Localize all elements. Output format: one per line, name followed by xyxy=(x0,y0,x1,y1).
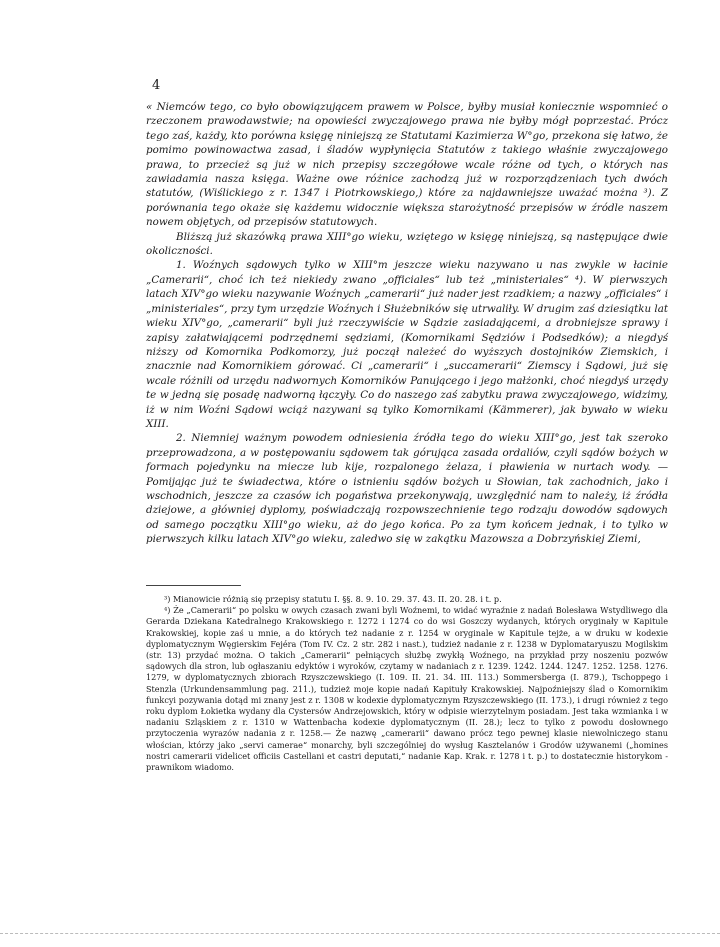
footnote-4: ⁴) Że „Camerarii“ po polsku w owych czasach zwani byli Woźnemi, to widać wyraźnie z nadań Bolesława Wstydliwego dla Gerarda Dziekana Katedralnego Krakowskiego r. 1272 i 1274 co do wsi Goszczy wydanych, których oryginały w Kapitule Krakowskiej, kopie zaś u mnie, a do których też nadanie z r. 1254 w oryginale w Kapitule tejże, a w druku w kodexie dyplomatycznym Węgierskim Fejéra (Tom IV. Cz. 2 str. 282 i nast.), tudzież nadanie z r. 1238 w Dyplomataryuszu Mogilskim (str. 13) przydać można. O takich „Camerarii“ pełniących służbę zwykłą Woźnego, na przykład przy noszeniu pozwów sądowych dla stron, lub ogłaszaniu edyktów i wyroków, czytamy w nadaniach z r. 1239. 1242. 1244. 1247. 1252. 1258. 1276. 1279, w dyplomatycznych zbiorach Rzyszczewskiego (I. 109. II. 21. 34. III. 113.) Sommersberga (I. 879.), Tschoppego i Stenzla (Urkundensammlung pag. 211.), tudzież moje kopie nadań Kapituły Krakowskiej. Najpoźniejszy ślad o Komornikim funkcyi pozywania dotąd mi znany jest z r. 1308 w kodexie dyplomatycznym Rzyszczewskiego (II. 173.), i drugi również z tego roku dyplom Łokietka wydany dla Cystersów Andrzejowskich, który w odpisie wierzytelnym posiadam. Jest taka wzmianka i w nadaniu Szląskiem z r. 1310 w Wattenbacha kodexie dyplomatycznym (II. 28.); lecz to tylko z powodu dosłownego przytoczenia wyrazów nadania z r. 1258.— Że nazwę „camerarii“ dawano prócz tego pewnej klasie niewolniczego stanu włościan, którzy jako „servi camerae“ monarchy, byli szczególniej do wysług Kasztelanów i Grodów używanemi („homines nostri camerarii videlicet officiis Castellani et castri deputati,“ nadanie Kap. Krak. r. 1278 i t. p.) to dostatecznie historykom - prawnikom wiadomo. xyxy=(146,605,668,773)
footnote-divider xyxy=(146,585,241,586)
paragraph-point-1: 1. Woźnych sądowych tylko w XIII°m jeszcze wieku nazywano u nas zwykle w łacinie „Camerarii“, choć ich też niekiedy zwano „officiales“ lub też „ministeriales“ ⁴). W pierwszych latach XIV°go wieku nazywanie Woźnych „camerarii“ już nader jest rzadkiem; a nazwy „officiales“ i „ministeriales“, przy tym urzędzie Woźnych i Służebników się utrwaliły. W drugim zaś dziesiątku lat wieku XIV°go, „camerarii“ byli już rzeczywiście w Sądzie zasiadającemi, a drobniejsze sprawy i zapisy załatwiającemi podrzędnemi sędziami, (Komornikami Sędziów i Podsedków); a niegdyś niższy od Komornika Podkomorzy, już począł należeć do wyższych dostojników Ziemskich, i znacznie nad Komornikiem górować. Ci „camerarii“ i „succamerarii“ Ziemscy i Sądowi, już się wcale różnili od urzędu nadwornych Komorników Panującego i jego małżonki, choć niegdyś urzędy te w jedną się posadę nadworną łączyły. Co do naszego zaś zabytku prawa zwyczajowego, widzimy, iż w nim Woźni Sądowi wciąż nazywani są tylko Komornikami (Kämmerer), jak bywało w wieku XIII. xyxy=(146,259,668,430)
footnote-3: ³) Mianowicie różnią się przepisy statutu I. §§. 8. 9. 10. 29. 37. 43. II. 20. 28. i t. p. xyxy=(164,594,502,604)
paragraph-indications: Bliższą już skazówką prawa XIII°go wieku, wziętego w księgę niniejszą, są następujące dwie okoliczności. xyxy=(146,230,668,258)
paragraph-continuation: « Niemców tego, co było obowiązującem prawem w Polsce, byłby musiał koniecznie wspomnieć o rzeczonem prawodawstwie; na opowieści zwyczajowego prawa nie byłby mógł poprzestać. Prócz tego zaś, każdy, kto porówna księgę niniejszą ze Statutami Kazimierza W°go, przekona się łatwo, że pomimo powinowactwa zasad, i śladów wypłynięcia Statutów z takiego właśnie zwyczajowego prawa, to przecież są już w nich przepisy szczegółowe wcale różne od tych, o których nas zawiadamia nasza księga. Ważne owe różnice zachodzą już w rozporządzeniach tych dwóch statutów, (Wiślickiego z r. 1347 i Piotrkowskiego,) które za najdawniejsze uważać można ³). Z porównania tego okaże się każdemu widocznie większa starożytność przepisów w źródle naszem nowem objętych, od przepisów statutowych. xyxy=(146,101,669,229)
paragraph-point-2: 2. Niemniej ważnym powodem odniesienia źródła tego do wieku XIII°go, jest tak szeroko przeprowadzona, a w postępowaniu sądowem tak górująca zasada ordaliów, czyli sądów bożych w formach pojedynku na miecze lub kije, rozpalonego żelaza, i pławienia w nurtach wody. — Pomijając już te świadectwa, które o istnieniu sądów bożych u Słowian, tak zachodnich, jako i wschodnich, jeszcze za czasów ich pogaństwa przekonywają, uwzględnić nam to należy, iż źródła dziejowe, a główniej dyplomy, poświadczają rozpowszechnienie tego rodzaju dowodów sądowych od samego początku XIII°go wieku, aż do jego końca. Po za tym końcem jednak, i to tylko w pierwszych kilku latach XIV°go wieku, zaledwo się w zakątku Mazowsza a Dobrzyńskiej Ziemi, xyxy=(146,432,668,546)
main-text xyxy=(146,100,668,547)
page-number: 4 xyxy=(152,78,161,93)
scan-edge-line xyxy=(0,933,720,934)
footnotes xyxy=(146,594,668,773)
